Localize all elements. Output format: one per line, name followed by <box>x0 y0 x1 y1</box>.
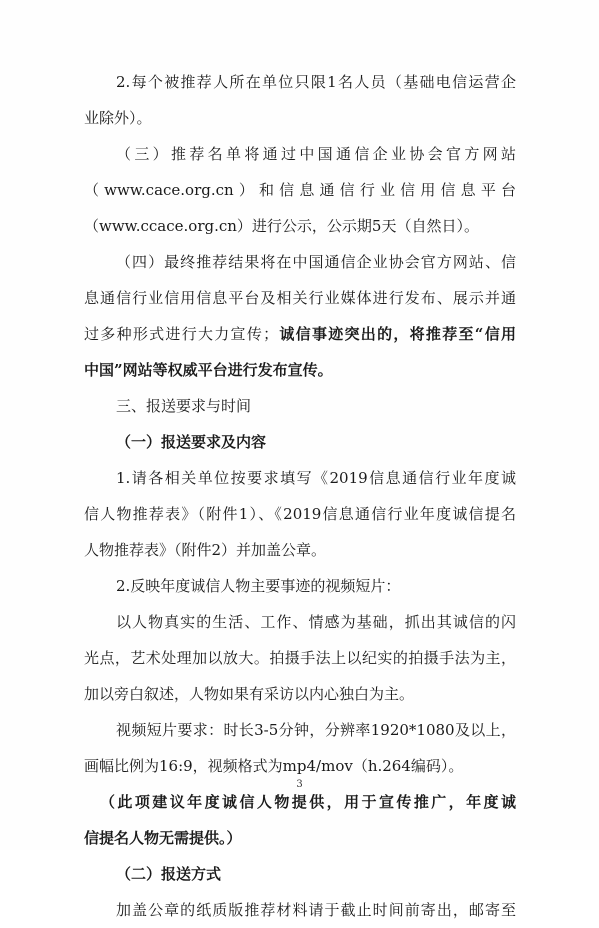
text-line: （三）推荐名单将通过中国通信企业协会官方网站 <box>116 145 516 163</box>
text-line: （四）最终推荐结果将在中国通信企业协会官方网站、信 <box>116 253 516 271</box>
text-line: 信提名人物无需提供。） <box>84 829 242 847</box>
text-line: 息通信行业信用信息平台及相关行业媒体进行发布、展示并通 <box>84 289 516 307</box>
text-line: 信人物推荐表》（附件1）、《2019信息通信行业年度诚信提名 <box>84 505 516 523</box>
text-line: 光点，艺术处理加以放大。拍摄手法上以纪实的拍摄手法为主， <box>84 649 516 667</box>
text-line: （二）报送方式 <box>116 865 222 883</box>
text-line: 加以旁白叙述，人物如果有采访以内心独白为主。 <box>84 685 415 703</box>
text-line: 人物推荐表》（附件2）并加盖公章。 <box>84 541 327 559</box>
text-line: （www.cace.org.cn）和信息通信行业信用信息平台 <box>84 181 516 199</box>
text-line: 2.反映年度诚信人物主要事迹的视频短片： <box>116 577 401 595</box>
text-line <box>84 316 516 352</box>
text-line: 2.每个被推荐人所在单位只限1名人员（基础电信运营企 <box>116 73 516 91</box>
text-line: （此项建议年度诚信人物提供，用于宣传推广，年度诚 <box>100 793 516 811</box>
text-line: 三、报送要求与时间 <box>116 397 252 415</box>
page-number: 3 <box>296 779 303 790</box>
text-line: （www.ccace.org.cn）进行公示，公示期5天（自然日）。 <box>84 217 479 235</box>
text-line: （一）报送要求及内容 <box>116 433 267 451</box>
bold-text-run: 诚信事迹突出的，将推荐至“信用 <box>278 325 516 343</box>
text-line: 中国”网站等权威平台进行发布宣传。 <box>84 361 333 379</box>
text-line: 画幅比例为16:9，视频格式为mp4/mov（h.264编码）。 <box>84 757 464 775</box>
text-line: 业除外）。 <box>84 109 152 127</box>
text-line: 以人物真实的生活、工作、情感为基础，抓出其诚信的闪 <box>116 613 516 631</box>
text-run: 过多种形式进行大力宣传； <box>84 325 279 343</box>
text-line: 1.请各相关单位按要求填写《2019信息通信行业年度诚 <box>116 469 516 487</box>
document-body <box>84 64 516 928</box>
text-line: 加盖公章的纸质版推荐材料请于截止时间前寄出，邮寄至 <box>116 901 516 919</box>
text-line: 视频短片要求：时长3-5分钟，分辨率1920*1080及以上， <box>116 721 516 739</box>
